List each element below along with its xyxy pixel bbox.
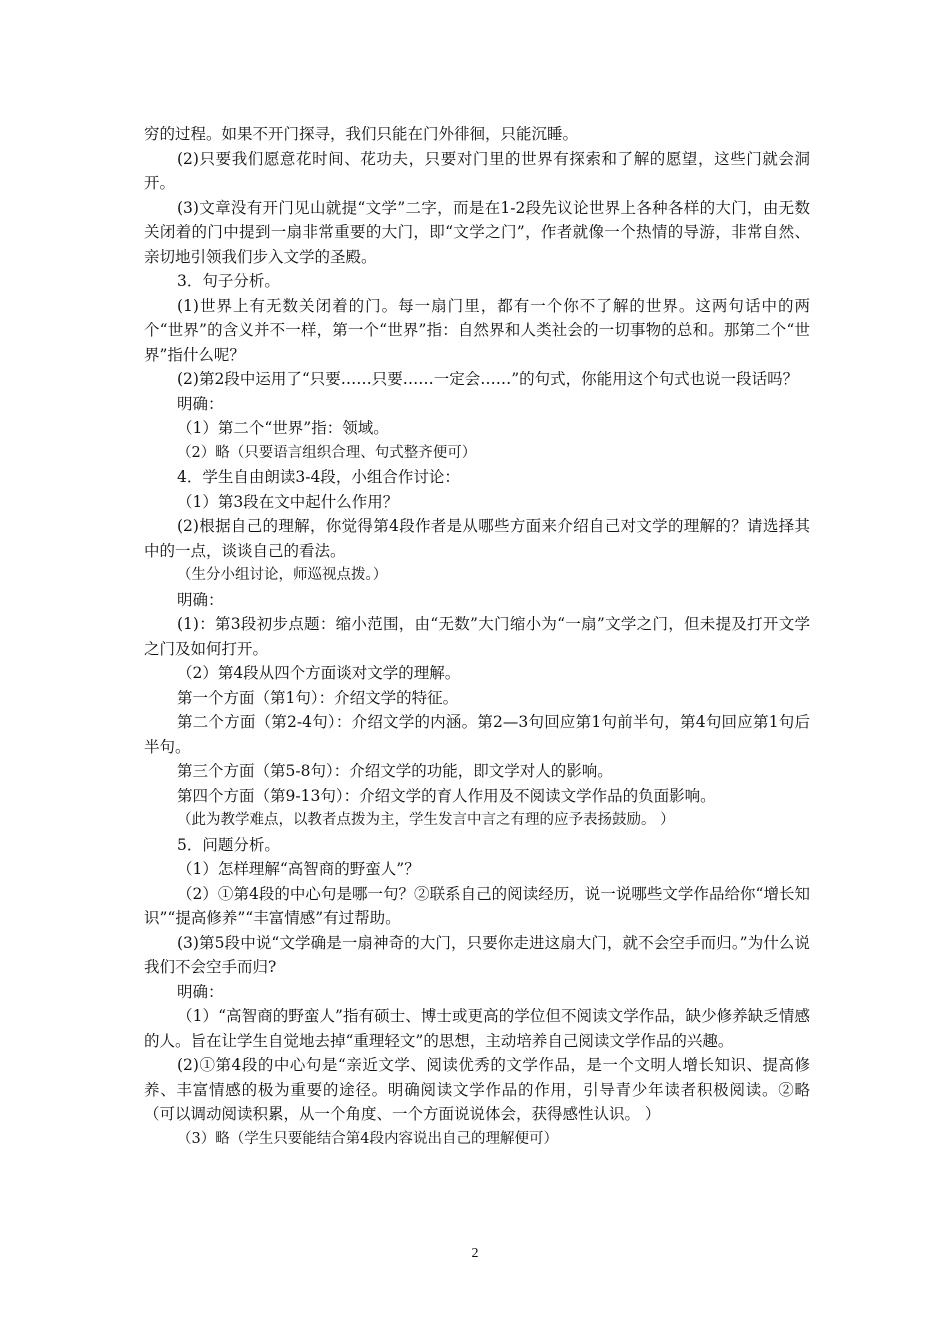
body-paragraph: (3)文章没有开门见山就提“文学”二字，而是在1-2段先议论世界上各种各样的大门，由无数关闭着的门中提到一扇非常重要的大门，即“文学之门”，作者就像一个热情的导游，非常自然、亲切地引领我们步入文学的圣殿。 [144,198,810,266]
body-paragraph: (2)第2段中运用了“只要……只要……一定会……”的句式，你能用这个句式也说一段话吗？ [177,370,799,388]
body-paragraph: 明确： [177,394,224,413]
body-paragraph: (3)第5段中说“文学确是一扇神奇的大门，只要你走进这扇大门，就不会空手而归。”为什么说我们不会空手而归? [144,933,810,976]
body-paragraph: 穷的过程。如果不开门探寻，我们只能在门外徘徊，只能沉睡。 [144,125,579,143]
body-paragraph: 第二个方面（第2-4句）：介绍文学的内涵。第2—3句回应第1句前半句，第4句回应第1句后半句。 [144,713,810,756]
body-paragraph: （1）第二个“世界”指：领域。 [177,419,389,437]
body-paragraph: (1)世界上有无数关闭着的门。每一扇门里，都有一个你不了解的世界。这两句话中的两个“世界”的含义并不一样，第一个“世界”指：自然界和人类社会的一切事物的总和。那第二个“世界”指什么呢？ [144,296,810,364]
page-number: 2 [471,1246,479,1261]
body-paragraph: 明确： [177,982,224,1001]
body-paragraph: 4．学生自由朗读3-4段，小组合作讨论： [177,468,460,486]
body-paragraph: 明确： [177,590,224,609]
body-paragraph: 5．问题分析。 [177,835,280,854]
body-paragraph: （1）怎样理解“高智商的野蛮人”？ [177,860,420,878]
body-paragraph: （2）①第4段的中心句是哪一句？②联系自己的阅读经历，说一说哪些文学作品给你“增长知识”“提高修养”“丰富情感”有过帮助。 [144,884,810,927]
note-paragraph: （3）略（学生只要能结合第4段内容说出自己的理解便可） [177,1130,558,1147]
body-paragraph: (1)：第3段初步点题：缩小范围，由“无数”大门缩小为“一扇”文学之门，但未提及打开文学之门及如何打开。 [144,615,810,658]
body-paragraph: 第四个方面（第9-13句）：介绍文学的育人作用及不阅读文学作品的负面影响。 [177,786,716,805]
note-paragraph: （生分小组讨论，师巡视点拨。） [177,567,388,583]
body-paragraph: (2)根据自己的理解，你觉得第4段作者是从哪些方面来介绍自己对文学的理解的？请选择其中的一点，谈谈自己的看法。 [144,517,810,560]
body-text [144,122,810,1151]
body-paragraph: 第一个方面（第1句）：介绍文学的特征。 [177,688,459,707]
note-paragraph: （2）略（只要语言组织合理、句式整齐便可） [177,444,477,461]
note-paragraph: （此为教学难点，以教者点拨为主，学生发言中言之有理的应予表扬鼓励。 ） [177,812,675,828]
body-paragraph: （1）第3段在文中起什么作用？ [177,492,399,511]
body-paragraph: (2)只要我们愿意花时间、花功夫，只要对门里的世界有探索和了解的愿望，这些门就会洞开。 [144,149,810,192]
body-paragraph: 3．句子分析。 [177,272,280,290]
body-paragraph: （2）第4段从四个方面谈对文学的理解。 [177,664,461,682]
body-paragraph: 第三个方面（第5-8句）：介绍文学的功能，即文学对人的影响。 [177,762,613,780]
body-paragraph: (2)①第4段的中心句是“亲近文学、阅读优秀的文学作品，是一个文明人增长知识、提高修养、丰富情感的极为重要的途径。明确阅读文学作品的作用，引导青少年读者积极阅读。②略（可以调动阅读积累，从一个角度、一个方面说说体会，获得感性认识。 ） [144,1056,810,1123]
body-paragraph: （1）“高智商的野蛮人”指有硕士、博士或更高的学位但不阅读文学作品，缺少修养缺乏情感的人。旨在让学生自觉地去掉“重理轻文”的思想，主动培养自己阅读文学作品的兴趣。 [144,1007,810,1050]
